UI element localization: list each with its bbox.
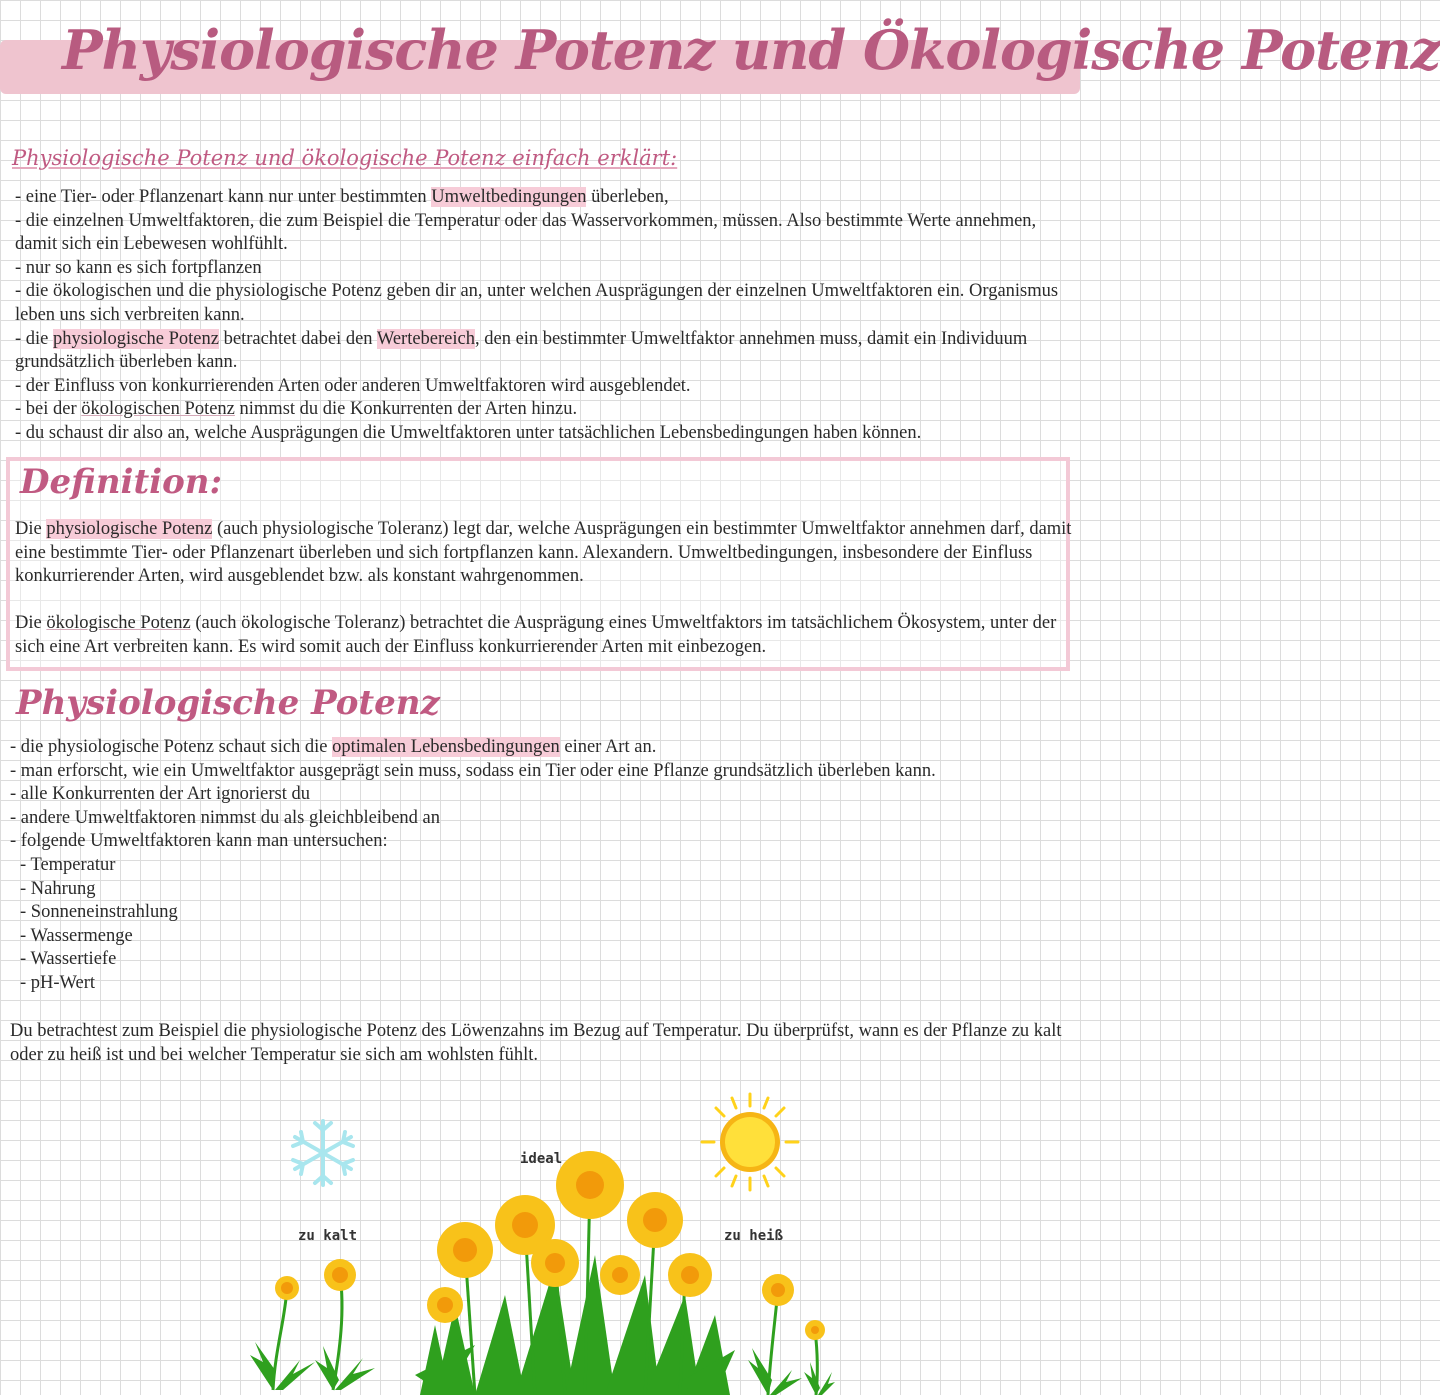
highlight: optimalen Lebensbedingungen <box>332 737 560 757</box>
dandelion-hot <box>740 1260 835 1395</box>
intro-text <box>15 186 1073 446</box>
intro-line: - die ökologischen und die physiologische Potenz geben dir an, unter welchen Ausprägungen der einzelnen Umweltfaktoren ein. Organismus leben uns sich verbreiten kann. <box>15 281 1059 325</box>
highlight: physiologische Potenz <box>46 519 213 539</box>
definition-heading: Definition: <box>20 462 223 502</box>
physio-line: - die physiologische Potenz schaut sich die optimalen Lebensbedingungen einer Art an. <box>10 737 657 757</box>
intro-line: - bei der ökologischen Potenz nimmst du die Konkurrenten der Arten hinzu. <box>15 399 578 420</box>
list-item: - Sonneneinstrahlung <box>20 902 178 923</box>
highlight: physiologische Potenz <box>53 328 219 349</box>
example-paragraph: Du betrachtest zum Beispiel die physiologische Potenz des Löwenzahns im Bezug auf Temperatur. Du überprüfst, wann es der Pflanze zu kalt oder zu heiß ist und bei welcher Temperatur sie sich am wohlsten fühlt. <box>10 1021 1062 1065</box>
physio-line: - man erforscht, wie ein Umweltfaktor ausgeprägt sein muss, sodass ein Tier oder eine Pflanze grundsätzlich überleben kann. <box>10 760 936 781</box>
intro-line: - die physiologische Potenz betrachtet dabei den Wertebereich, den ein bestimmter Umweltfaktor annehmen muss, damit ein Individuum grundsätzlich überleben kann. <box>15 328 1028 373</box>
list-item: - Nahrung <box>20 878 96 899</box>
definition-text <box>15 518 1073 660</box>
intro-heading: Physiologische Potenz und ökologische Potenz einfach erklärt: <box>12 146 678 170</box>
highlight: Wertebereich <box>376 328 475 349</box>
underline-term: ökologischen Potenz <box>81 399 235 420</box>
intro-line: - du schaust dir also an, welche Ausprägungen die Umweltfaktoren unter tatsächlichen Lebensbedingungen haben können. <box>15 422 922 443</box>
list-item: - Wassermenge <box>20 925 133 946</box>
factor-list <box>10 854 1068 996</box>
list-item: - Wassertiefe <box>20 949 117 970</box>
intro-line: - der Einfluss von konkurrierenden Arten oder anderen Umweltfaktoren wird ausgeblendet. <box>15 375 691 396</box>
list-item: - pH-Wert <box>20 972 96 993</box>
definition-paragraph: Die ökologische Potenz (auch ökologische Toleranz) betrachtet die Ausprägung eines Umweltfaktors im tatsächlichem Ökosystem, unter der sich eine Art verbreiten kann. Es wird somit auch der Einfluss konkurrierender Arten mit einbezogen. <box>15 613 1057 657</box>
snowflake-icon <box>288 1118 358 1188</box>
physio-line: - alle Konkurrenten der Art ignorierst du <box>10 784 311 805</box>
highlight: Umweltbedingungen <box>431 187 587 207</box>
list-item: - Temperatur <box>20 854 116 875</box>
physio-line: - andere Umweltfaktoren nimmst du als gleichbleibend an <box>10 807 440 828</box>
page-title: Physiologische Potenz und Ökologische Potenz <box>62 18 1440 82</box>
label-hot: zu heiß <box>724 1228 784 1244</box>
physio-text <box>10 736 1068 996</box>
intro-line: - eine Tier- oder Pflanzenart kann nur unter bestimmten Umweltbedingungen überleben, <box>15 187 669 207</box>
intro-line: - die einzelnen Umweltfaktoren, die zum Beispiel die Temperatur oder das Wasservorkommen, müssen. Also bestimmte Werte annehmen, damit sich ein Lebewesen wohlfühlt. <box>15 210 1037 255</box>
label-cold: zu kalt <box>298 1228 358 1244</box>
physio-line: - folgende Umweltfaktoren kann man untersuchen: <box>10 831 388 852</box>
dandelion-cold <box>245 1250 385 1395</box>
intro-line: - nur so kann es sich fortpflanzen <box>15 257 262 278</box>
section-heading: Physiologische Potenz <box>16 683 440 723</box>
underline-term: ökologische Potenz <box>46 613 191 634</box>
label-ideal: ideal <box>520 1151 563 1167</box>
dandelion-ideal <box>415 1145 735 1395</box>
definition-paragraph: Die physiologische Potenz (auch physiologische Toleranz) legt dar, welche Ausprägungen ein bestimmter Umweltfaktor annehmen darf, damit eine bestimmte Tier- oder Pflanzenart überleben und sich fortpflanzen kann. Alexandern. Umweltbedingungen, insbesondere der Einfluss konkurrierender Arten, wird ausgeblendet bzw. als konstant wahrgenommen. <box>15 519 1072 587</box>
